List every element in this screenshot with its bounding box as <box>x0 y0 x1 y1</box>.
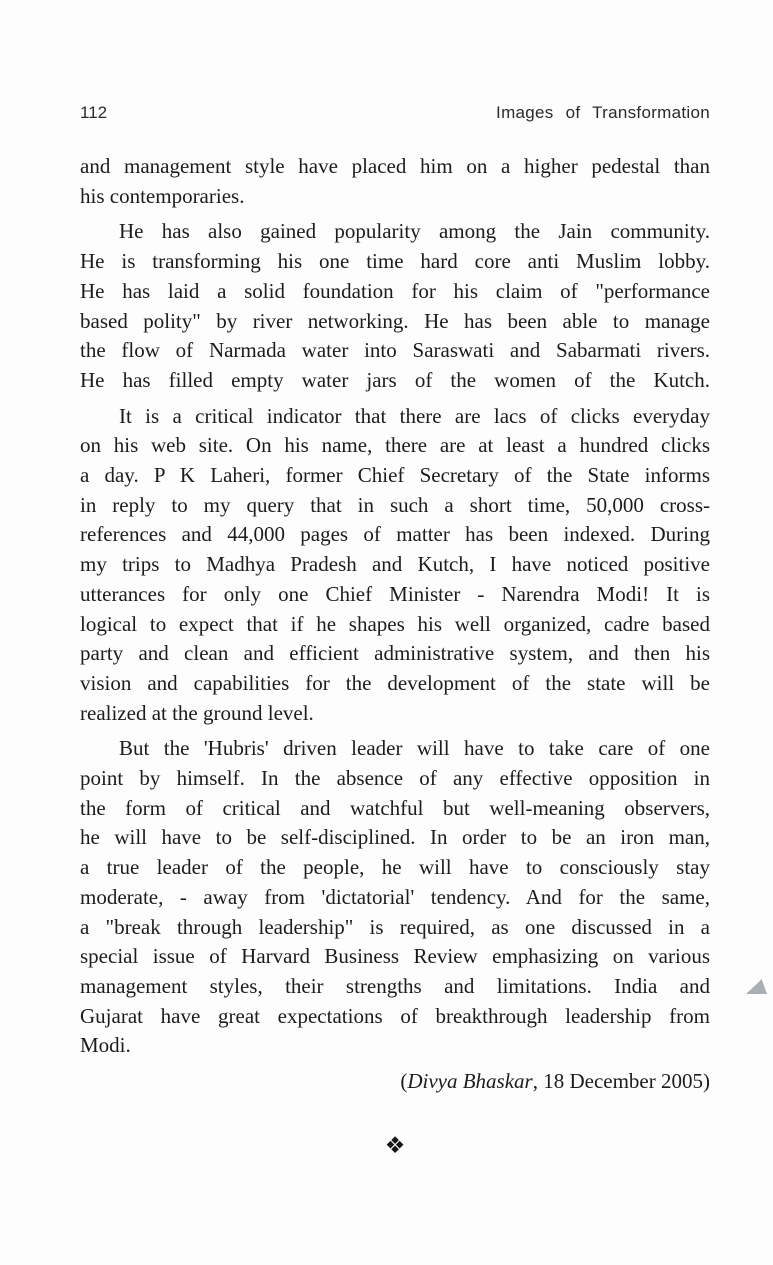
paragraph <box>80 734 710 1061</box>
text-line: his contemporaries. <box>80 183 245 208</box>
text-line: It is a critical indicator that there are lacs of clicks everyday <box>119 403 710 428</box>
citation-open-paren: ( <box>400 1069 408 1094</box>
section-end-ornament-icon: ❖ <box>384 1132 406 1159</box>
text-line: he will have to be self-disciplined. In order to be an iron man, <box>80 825 710 850</box>
text-line: point by himself. In the absence of any effective opposition in <box>80 766 710 791</box>
paragraph <box>80 217 710 395</box>
text-line: He has also gained popularity among the Jain community. <box>119 219 710 244</box>
text-line: a day. P K Laheri, former Chief Secretary of the State informs <box>80 463 710 488</box>
page-body <box>80 152 710 1159</box>
text-line: realized at the ground level. <box>80 700 314 725</box>
text-line: in reply to my query that in such a short time, 50,000 cross- <box>80 492 710 517</box>
text-line: the form of critical and watchful but well-meaning observers, <box>80 795 710 820</box>
text-line: special issue of Harvard Business Review emphasizing on various <box>80 944 710 969</box>
page-number: 112 <box>80 103 108 122</box>
text-line: But the 'Hubris' driven leader will have to take care of one <box>119 736 710 761</box>
citation-date: , 18 December 2005) <box>532 1069 710 1094</box>
text-line: moderate, - away from 'dictatorial' tendency. And for the same, <box>80 884 710 909</box>
scan-artifact-triangle-icon <box>746 979 767 994</box>
text-line: a "break through leadership" is required, as one discussed in a <box>80 914 710 939</box>
text-line: management styles, their strengths and limitations. India and <box>80 973 710 998</box>
citation-source-name: Divya Bhaskar <box>407 1069 533 1094</box>
text-line: and management style have placed him on a higher pedestal than <box>80 154 710 178</box>
paragraph <box>80 152 710 211</box>
text-line: the flow of Narmada water into Saraswati and Sabarmati rivers. <box>80 338 710 363</box>
text-line: He is transforming his one time hard core anti Muslim lobby. <box>80 249 710 274</box>
text-line: my trips to Madhya Pradesh and Kutch, I have noticed positive <box>80 552 710 577</box>
text-line: He has laid a solid foundation for his claim of "performance <box>80 278 710 303</box>
text-line: vision and capabilities for the development of the state will be <box>80 670 710 695</box>
text-line: He has filled empty water jars of the women of the Kutch. <box>80 367 710 392</box>
paragraph <box>80 402 710 729</box>
body-paragraphs <box>80 152 710 1061</box>
citation-line <box>80 1067 710 1097</box>
text-line: logical to expect that if he shapes his well organized, cadre based <box>80 611 710 636</box>
text-line: a true leader of the people, he will have to consciously stay <box>80 855 710 880</box>
running-header-title: Images of Transformation <box>496 103 710 122</box>
page-header <box>80 103 710 123</box>
text-line: Gujarat have great expectations of breakthrough leadership from <box>80 1003 710 1028</box>
text-line: references and 44,000 pages of matter has been indexed. During <box>80 522 710 547</box>
text-line: utterances for only one Chief Minister - Narendra Modi! It is <box>80 581 710 606</box>
text-line: party and clean and efficient administrative system, and then his <box>80 641 710 666</box>
text-line: on his web site. On his name, there are at least a hundred clicks <box>80 433 710 458</box>
text-line: based polity" by river networking. He has been able to manage <box>80 308 710 333</box>
text-line: Modi. <box>80 1033 131 1058</box>
